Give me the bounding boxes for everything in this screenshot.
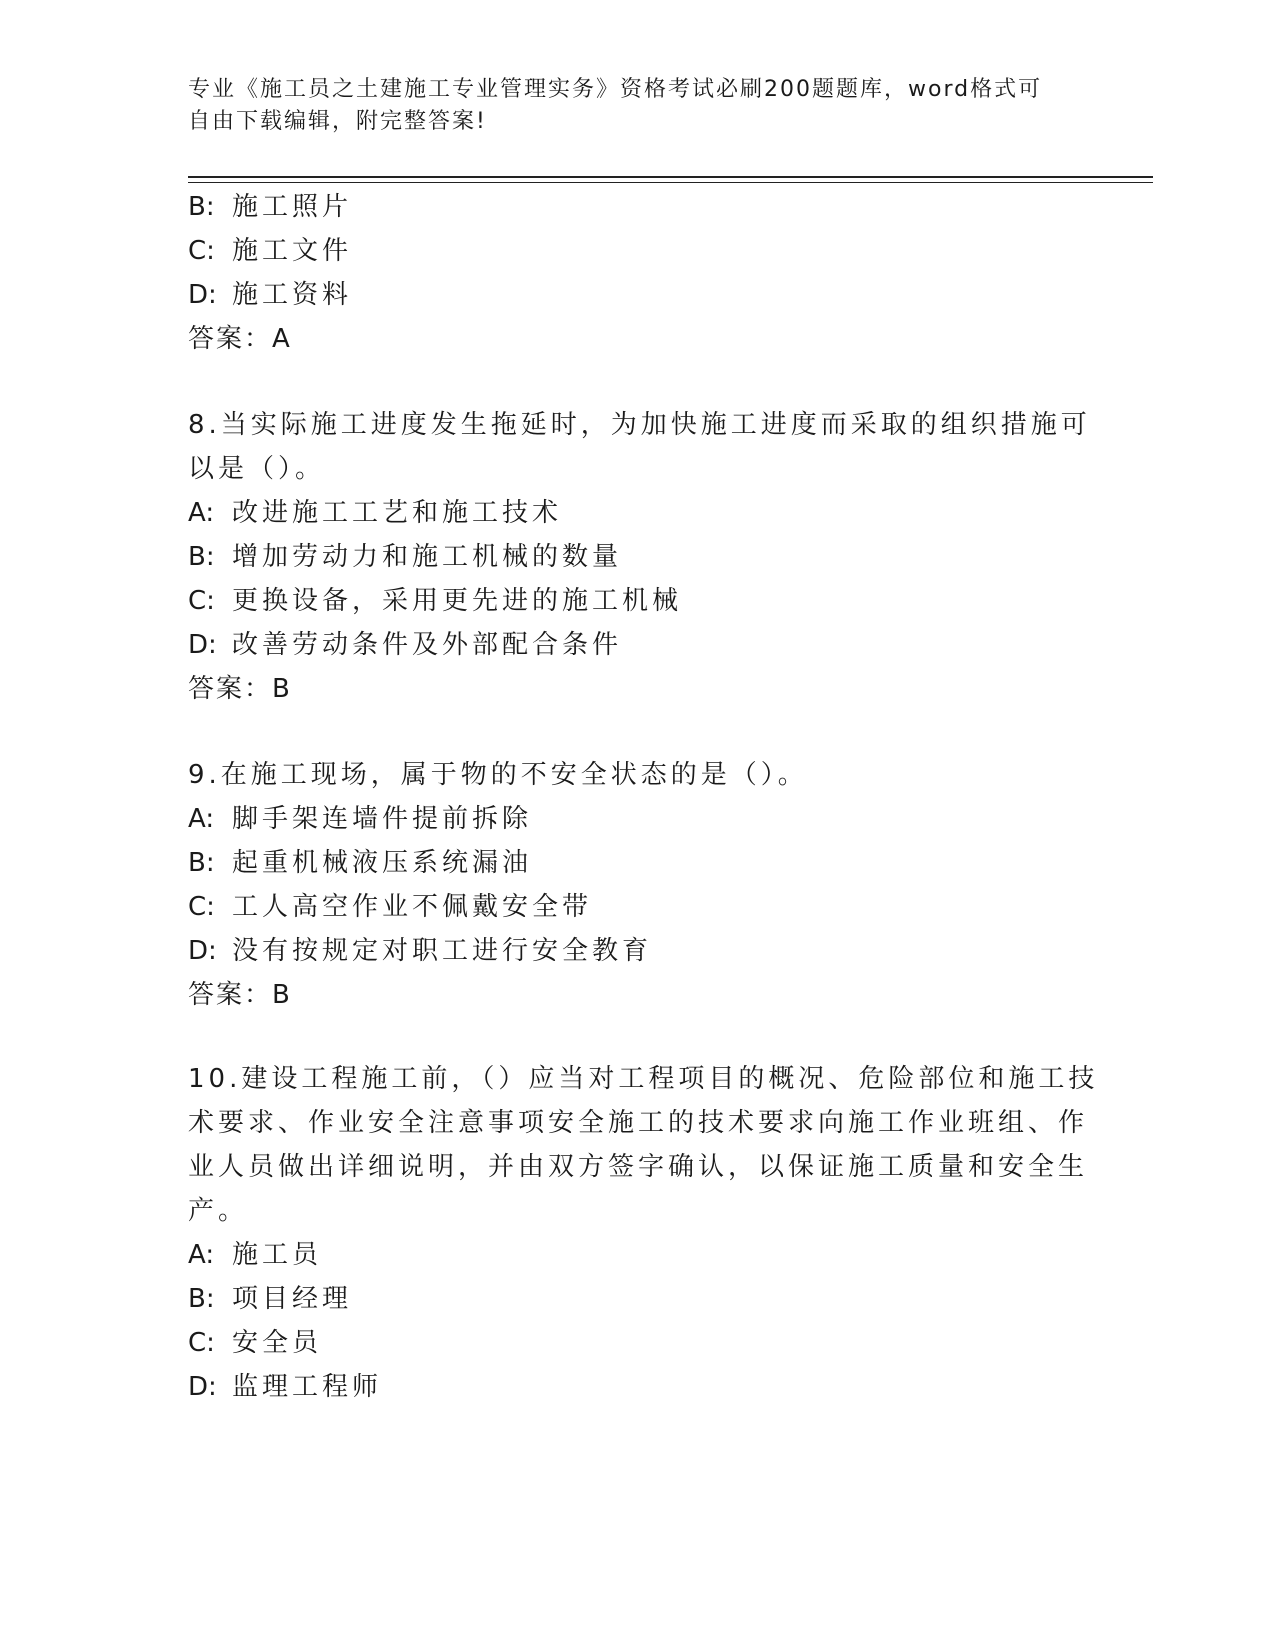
option-letter: A: <box>188 498 215 528</box>
option-letter: A: <box>188 804 215 834</box>
option-text: 施工员 <box>232 1240 323 1270</box>
option-a <box>188 798 532 835</box>
option-text: 施工照片 <box>232 192 353 222</box>
header-line-2: 自由下载编辑，附完整答案! <box>188 109 487 134</box>
option-text: 施工资料 <box>232 280 353 310</box>
option-text: 安全员 <box>232 1328 323 1358</box>
question-8-line-1: 8.当实际施工进度发生拖延时，为加快施工进度而采取的组织措施可 <box>188 410 1091 440</box>
option-b <box>188 1278 352 1315</box>
option-d <box>188 1366 382 1403</box>
question-10-line-3: 业人员做出详细说明，并由双方签字确认，以保证施工质量和安全生 <box>188 1152 1089 1182</box>
question-10-line-4: 产。 <box>188 1196 249 1226</box>
option-b <box>188 186 352 223</box>
option-letter: D: <box>188 936 217 966</box>
option-d <box>188 930 652 967</box>
header-rule-thick <box>188 176 1153 178</box>
option-text: 脚手架连墙件提前拆除 <box>232 804 533 834</box>
question-8-line-2: 以是（）。 <box>188 454 326 484</box>
answer-line: 答案：B <box>188 674 292 704</box>
option-text: 工人高空作业不佩戴安全带 <box>232 892 593 922</box>
option-letter: C: <box>188 236 215 266</box>
option-text: 施工文件 <box>232 236 353 266</box>
option-b <box>188 842 532 879</box>
question-10-line-1: 10.建设工程施工前，（）应当对工程项目的概况、危险部位和施工技 <box>188 1064 1099 1094</box>
header-line-1: 专业《施工员之土建施工专业管理实务》资格考试必刷200题题库，word格式可 <box>188 77 1043 102</box>
option-c <box>188 886 592 923</box>
option-text: 改善劳动条件及外部配合条件 <box>232 630 623 660</box>
answer-line: 答案：A <box>188 324 292 354</box>
option-text: 起重机械液压系统漏油 <box>232 848 533 878</box>
question-10-line-2: 术要求、作业安全注意事项安全施工的技术要求向施工作业班组、作 <box>188 1108 1089 1138</box>
option-d <box>188 274 352 311</box>
option-letter: B: <box>188 1284 215 1314</box>
option-text: 监理工程师 <box>232 1372 383 1402</box>
document-header <box>188 74 1068 138</box>
option-letter: B: <box>188 542 215 572</box>
option-d <box>188 624 622 661</box>
option-letter: C: <box>188 1328 215 1358</box>
option-a <box>188 1234 322 1271</box>
option-a <box>188 492 562 529</box>
option-letter: C: <box>188 892 215 922</box>
option-c <box>188 580 682 617</box>
option-letter: D: <box>188 1372 217 1402</box>
option-letter: D: <box>188 280 217 310</box>
option-b <box>188 536 622 573</box>
option-text: 改进施工工艺和施工技术 <box>232 498 563 528</box>
option-text: 没有按规定对职工进行安全教育 <box>232 936 653 966</box>
option-letter: A: <box>188 1240 215 1270</box>
option-letter: C: <box>188 586 215 616</box>
option-c <box>188 1322 322 1359</box>
option-letter: B: <box>188 848 215 878</box>
option-text: 项目经理 <box>232 1284 353 1314</box>
option-text: 增加劳动力和施工机械的数量 <box>232 542 623 572</box>
option-letter: D: <box>188 630 217 660</box>
option-c <box>188 230 352 267</box>
answer-line: 答案：B <box>188 980 292 1010</box>
option-text: 更换设备，采用更先进的施工机械 <box>232 586 683 616</box>
option-letter: B: <box>188 192 215 222</box>
question-9-line-1: 9.在施工现场，属于物的不安全状态的是（）。 <box>188 760 808 790</box>
header-rule-thin <box>188 182 1153 183</box>
